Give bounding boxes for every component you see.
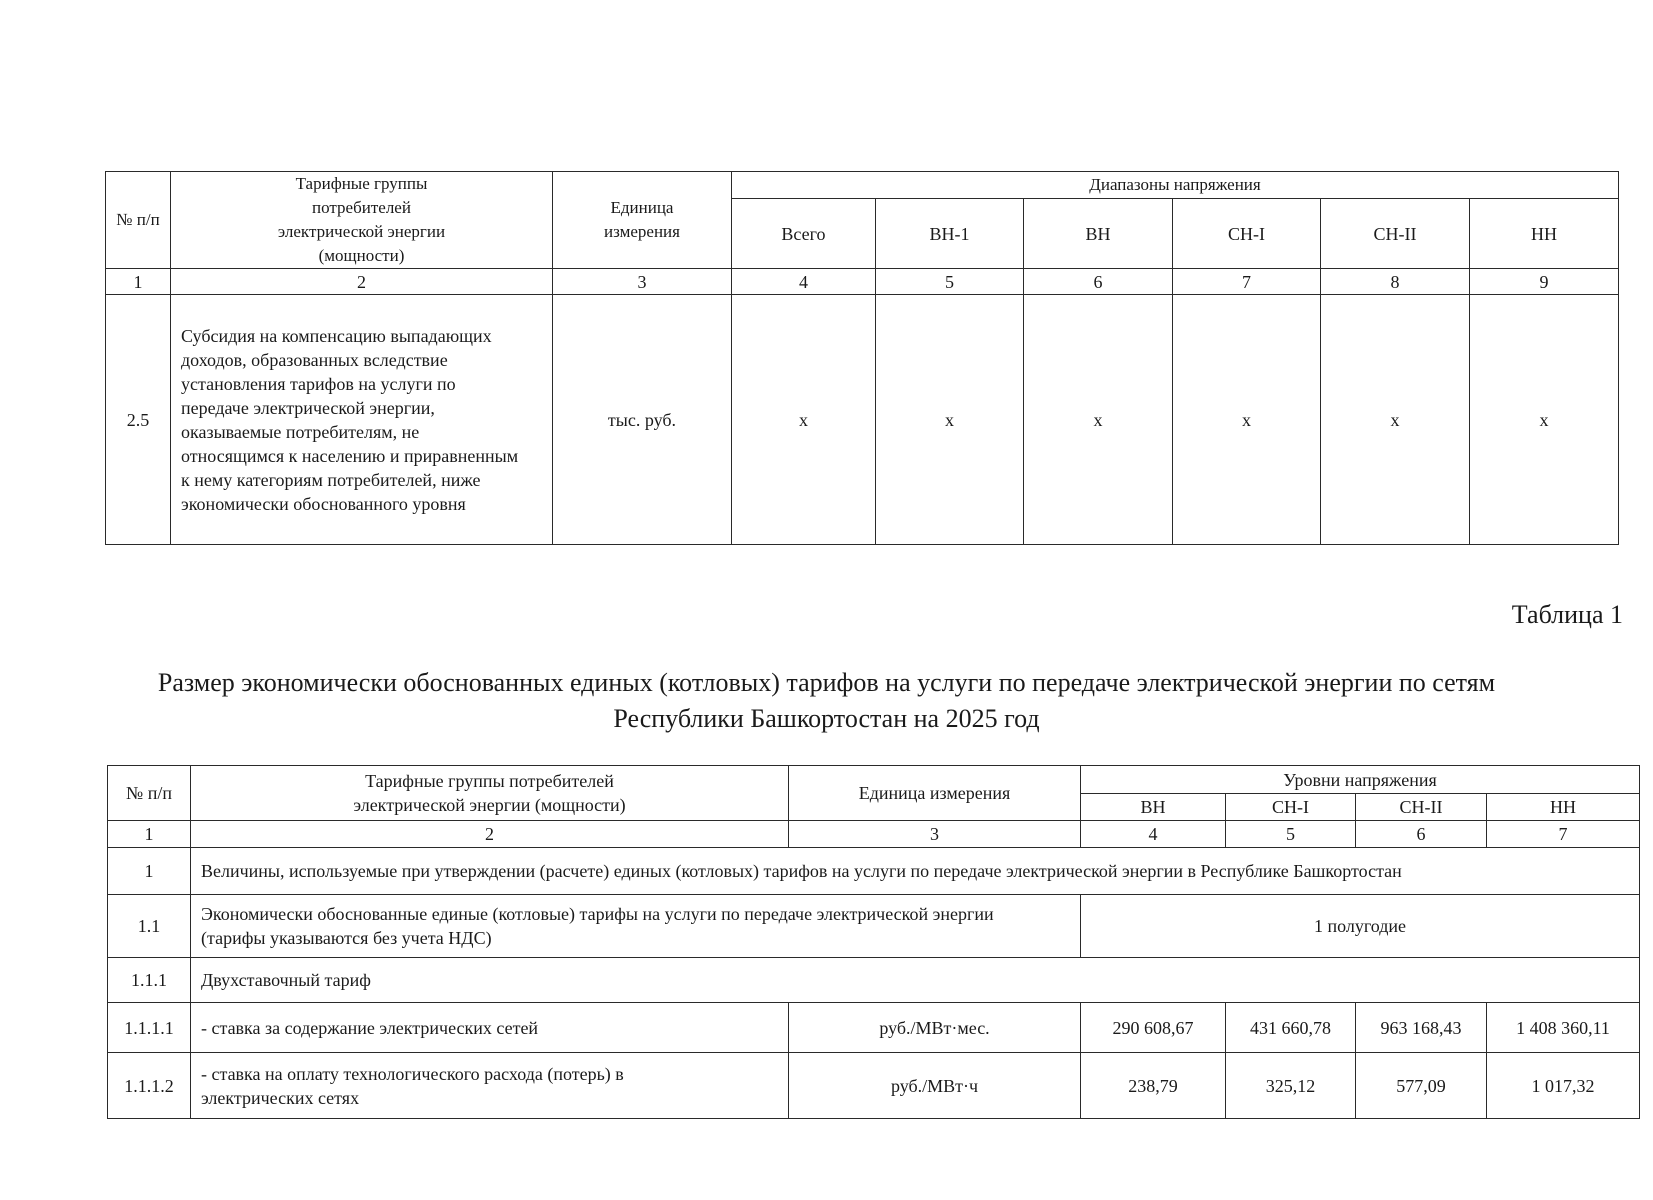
header-group: Тарифные группы потребителей электрической энергии (мощности): [171, 172, 553, 269]
row-value: x: [732, 295, 876, 545]
title-line-2: Республики Башкортостан на 2025 год: [613, 704, 1040, 733]
row-value: 431 660,78: [1226, 1003, 1356, 1053]
header-voltage-ranges: Диапазоны напряжения: [732, 172, 1619, 199]
header-voltage-levels: Уровни напряжения: [1081, 766, 1640, 794]
header-num: № п/п: [106, 172, 171, 269]
twopart-num: 1.1.1: [108, 958, 191, 1003]
col-number: 2: [171, 269, 553, 295]
row-value: x: [1470, 295, 1619, 545]
col-number: 1: [108, 821, 191, 848]
row-value: 963 168,43: [1356, 1003, 1487, 1053]
row-unit: руб./МВт·мес.: [789, 1003, 1081, 1053]
period-label: 1 полугодие: [1081, 895, 1640, 958]
row-num: 2.5: [106, 295, 171, 545]
row-value: 1 017,32: [1487, 1053, 1640, 1119]
row-name: - ставка за содержание электрических сетей: [191, 1003, 789, 1053]
header-level: СН-II: [1356, 794, 1487, 821]
subsection-num: 1.1: [108, 895, 191, 958]
row-name: Субсидия на компенсацию выпадающих доходов, образованных вследствие установления тарифов на услуги по передаче электрической энергии, оказываемые потребителям, не относящимся к населению и приравненным к нему категориям потребителей, ниже экономически обоснованного уровня: [171, 295, 553, 545]
document-title: [0, 665, 1653, 737]
col-number: 4: [732, 269, 876, 295]
col-number: 9: [1470, 269, 1619, 295]
twopart-text: Двухставочный тариф: [191, 958, 1640, 1003]
row-value: 238,79: [1081, 1053, 1226, 1119]
row-value: 290 608,67: [1081, 1003, 1226, 1053]
col-number: 7: [1173, 269, 1321, 295]
col-number: 5: [1226, 821, 1356, 848]
header-level: СН-II: [1321, 199, 1470, 269]
header-unit: Единица измерения: [789, 766, 1081, 821]
header-level: ВН-1: [876, 199, 1024, 269]
section-num: 1: [108, 848, 191, 895]
col-number: 2: [191, 821, 789, 848]
tariff-table-continuation: [105, 171, 1619, 545]
col-number: 4: [1081, 821, 1226, 848]
title-line-1: Размер экономически обоснованных единых (котловых) тарифов на услуги по передаче электрической энергии по сетям: [157, 668, 1496, 697]
col-number: 7: [1487, 821, 1640, 848]
header-level: НН: [1470, 199, 1619, 269]
row-num: 1.1.1.1: [108, 1003, 191, 1053]
row-name: - ставка на оплату технологического расхода (потерь) в электрических сетях: [191, 1053, 789, 1119]
header-unit: Единица измерения: [553, 172, 732, 269]
col-number: 1: [106, 269, 171, 295]
row-value: 325,12: [1226, 1053, 1356, 1119]
row-value: x: [876, 295, 1024, 545]
row-value: 1 408 360,11: [1487, 1003, 1640, 1053]
row-unit: тыс. руб.: [553, 295, 732, 545]
row-value: 577,09: [1356, 1053, 1487, 1119]
header-group: Тарифные группы потребителей электрической энергии (мощности): [191, 766, 789, 821]
subsection-text: Экономически обоснованные единые (котловые) тарифы на услуги по передаче электрической энергии (тарифы указываются без учета НДС): [191, 895, 1081, 958]
header-level: ВН: [1024, 199, 1173, 269]
table-label: Таблица 1: [1511, 600, 1623, 629]
header-num: № п/п: [108, 766, 191, 821]
col-number: 6: [1356, 821, 1487, 848]
row-value: x: [1024, 295, 1173, 545]
tariff-table-main: [107, 765, 1640, 1119]
section-text: Величины, используемые при утверждении (расчете) единых (котловых) тарифов на услуги по передаче электрической энергии в Республике Башкортостан: [191, 848, 1640, 895]
col-number: 8: [1321, 269, 1470, 295]
col-number: 6: [1024, 269, 1173, 295]
col-number: 5: [876, 269, 1024, 295]
col-number: 3: [553, 269, 732, 295]
header-level: НН: [1487, 794, 1640, 821]
col-number: 3: [789, 821, 1081, 848]
row-unit: руб./МВт·ч: [789, 1053, 1081, 1119]
header-level: ВН: [1081, 794, 1226, 821]
row-value: x: [1173, 295, 1321, 545]
row-value: x: [1321, 295, 1470, 545]
header-level: Всего: [732, 199, 876, 269]
row-num: 1.1.1.2: [108, 1053, 191, 1119]
header-level: СН-I: [1173, 199, 1321, 269]
header-level: СН-I: [1226, 794, 1356, 821]
